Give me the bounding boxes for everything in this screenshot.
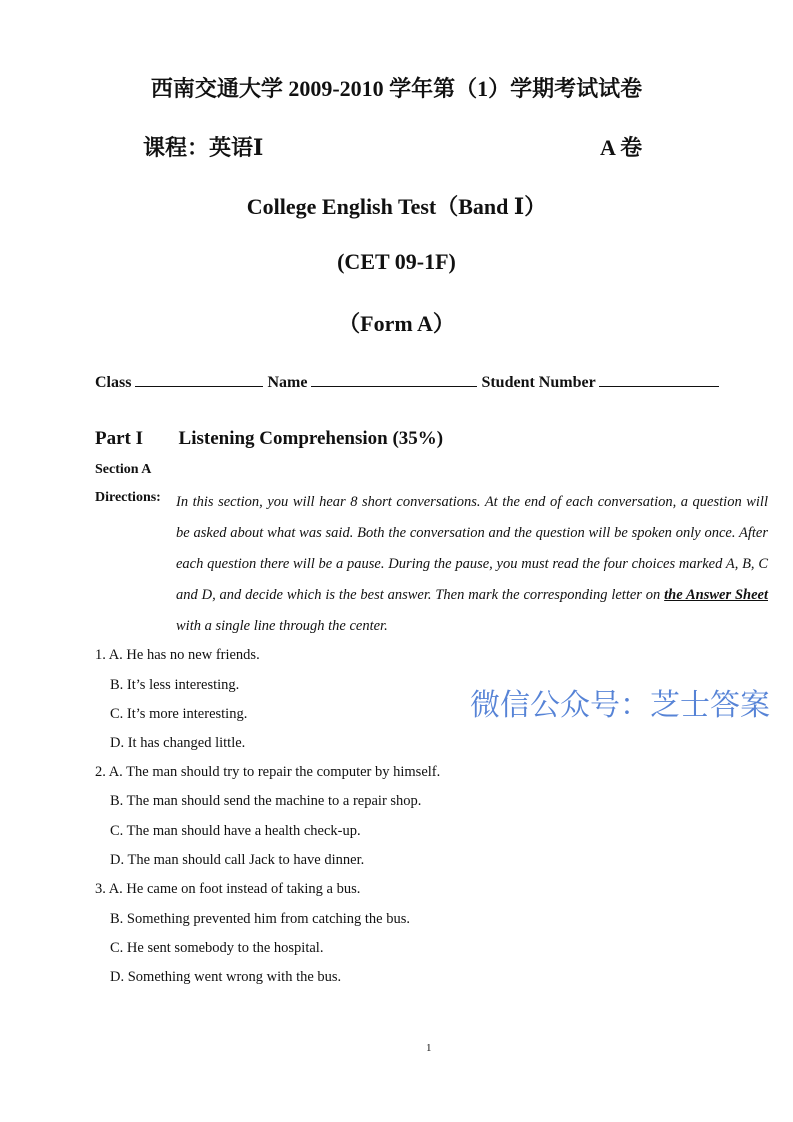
question-3-option-a: 3. A. He came on foot instead of taking a bus.	[95, 881, 361, 897]
directions-text-1: In this section, you will hear 8 short conversations. At the end of each conversation, a question will be asked about what was said. Both the conversation and the question will be spoken only once. After each question there will be a pause. During the pause, you must read the four choices marked A, B, C and D, and decide which is the best answer. Then mark the corresponding letter on	[176, 494, 768, 603]
question-2-option-d: D. The man should call Jack to have dinner.	[110, 852, 365, 868]
directions-label: Directions:	[95, 490, 161, 505]
student-number-field[interactable]	[599, 372, 719, 387]
question-2-option-c: C. The man should have a health check-up.	[110, 823, 361, 839]
name-label: Name	[267, 374, 308, 391]
question-3-option-c: C. He sent somebody to the hospital.	[110, 940, 324, 956]
part-number: Part I	[95, 428, 144, 449]
paper-version: A 卷	[600, 135, 643, 160]
question-2-option-b: B. The man should send the machine to a repair shop.	[110, 793, 422, 809]
question-1-option-c: C. It’s more interesting.	[110, 706, 248, 722]
page-number: 1	[426, 1042, 432, 1054]
class-field[interactable]	[135, 372, 263, 387]
course-label: 课程：英语Ⅰ	[143, 135, 264, 160]
name-field[interactable]	[311, 372, 477, 387]
student-number-label: Student Number	[481, 374, 596, 391]
part-title: Listening Comprehension (35%)	[178, 428, 444, 449]
question-1-option-d: D. It has changed little.	[110, 735, 246, 751]
question-1-option-b: B. It’s less interesting.	[110, 677, 240, 693]
watermark: 微信公众号：芝士答案	[470, 688, 770, 723]
form-label: （Form A）	[338, 311, 455, 336]
answer-sheet-emphasis: the Answer Sheet	[664, 587, 768, 603]
directions-text-2: with a single line through the center.	[176, 618, 388, 634]
question-3-option-b: B. Something prevented him from catching the bus.	[110, 911, 411, 927]
question-1-option-a: 1. A. He has no new friends.	[95, 647, 260, 663]
question-2-option-a: 2. A. The man should try to repair the computer by himself.	[95, 764, 441, 780]
question-3-option-d: D. Something went wrong with the bus.	[110, 969, 342, 985]
class-label: Class	[95, 374, 132, 391]
test-code: (CET 09-1F)	[337, 249, 456, 274]
section-label: Section A	[95, 462, 152, 477]
student-fields	[95, 372, 719, 392]
directions-text	[176, 487, 768, 642]
exam-title: 西南交通大学 2009-2010 学年第（1）学期考试试卷	[150, 76, 643, 101]
part-heading	[95, 428, 443, 450]
test-name: College English Test（Band Ⅰ）	[246, 194, 547, 219]
